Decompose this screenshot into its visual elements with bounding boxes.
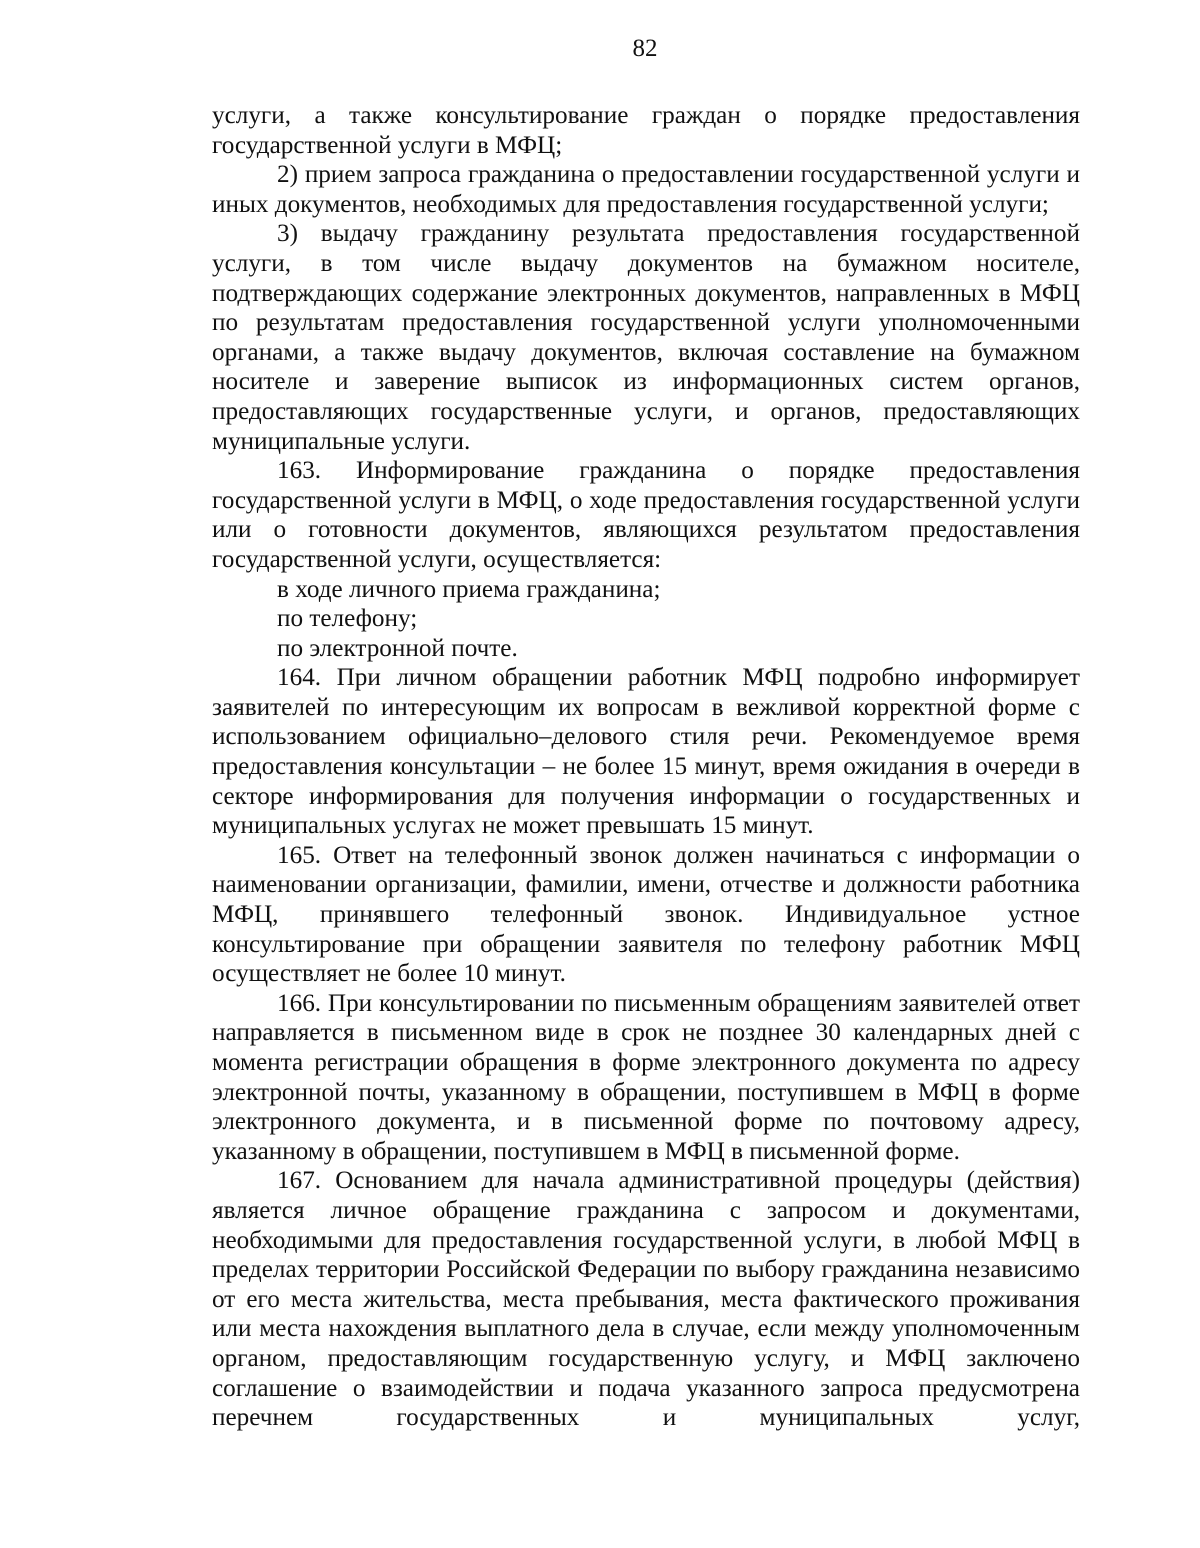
document-body	[212, 101, 1080, 1433]
paragraph-163: 163. Информирование гражданина о порядке предоставления государственной услуги в МФЦ, о ходе предоставления государственной услуги или о готовности документов, являющихся результатом предоставления государственной услуги, осуществляется:	[212, 457, 1080, 573]
paragraph-167: 167. Основанием для начала административной процедуры (действия) является личное обращение гражданина с запросом и документами, необходимыми для предоставления государственной услуги, в любой МФЦ в пределах территории Российской Федерации по выбору гражданина независимо от его места жительства, места пребывания, места фактического проживания или места нахождения выплатного дела в случае, если между уполномоченным органом, предоставляющим государственную услугу, и МФЦ заключено соглашение о взаимодействии и подача указанного запроса предусмотрена перечнем государственных и муниципальных услуг,	[212, 1167, 1080, 1432]
paragraph-continuation: услуги, а также консультирование граждан о порядке предоставления государственной услуги в МФЦ;	[212, 102, 1080, 159]
list-item-email: по электронной почте.	[277, 634, 518, 662]
paragraph-165: 165. Ответ на телефонный звонок должен начинаться с информации о наименовании организации, фамилии, имени, отчестве и должности работника МФЦ, принявшего телефонный звонок. Индивидуальное устное консультирование при обращении заявителя по телефону работник МФЦ осуществляет не более 10 минут.	[212, 841, 1080, 988]
paragraph-item-2: 2) прием запроса гражданина о предоставлении государственной услуги и иных документов, необходимых для предоставления государственной услуги;	[212, 161, 1080, 218]
page-number: 82	[632, 35, 658, 62]
list-item-phone: по телефону;	[277, 605, 418, 633]
list-item-personal-reception: в ходе личного приема гражданина;	[277, 575, 661, 603]
paragraph-164: 164. При личном обращении работник МФЦ подробно информирует заявителей по интересующим их вопросам в вежливой корректной форме с использованием официально–делового стиля речи. Рекомендуемое время предоставления консультации – не более 15 минут, время ожидания в очереди в секторе информирования для получения информации о государственных и муниципальных услугах не может превышать 15 минут.	[212, 664, 1080, 840]
paragraph-item-3: 3) выдачу гражданину результата предоставления государственной услуги, в том числе выдачу документов на бумажном носителе, подтверждающих содержание электронных документов, направленных в МФЦ по результатам предоставления государственной услуги уполномоченными органами, а также выдачу документов, включая составление на бумажном носителе и заверение выписок из информационных систем органов, предоставляющих государственные услуги, и органов, предоставляющих муниципальные услуги.	[212, 220, 1080, 455]
paragraph-166: 166. При консультировании по письменным обращениям заявителей ответ направляется в письменном виде в срок не позднее 30 календарных дней с момента регистрации обращения в форме электронного документа по адресу электронной почты, указанному в обращении, поступившем в МФЦ в форме электронного документа, и в письменной форме по почтовому адресу, указанному в обращении, поступившем в МФЦ в письменной форме.	[212, 989, 1080, 1165]
